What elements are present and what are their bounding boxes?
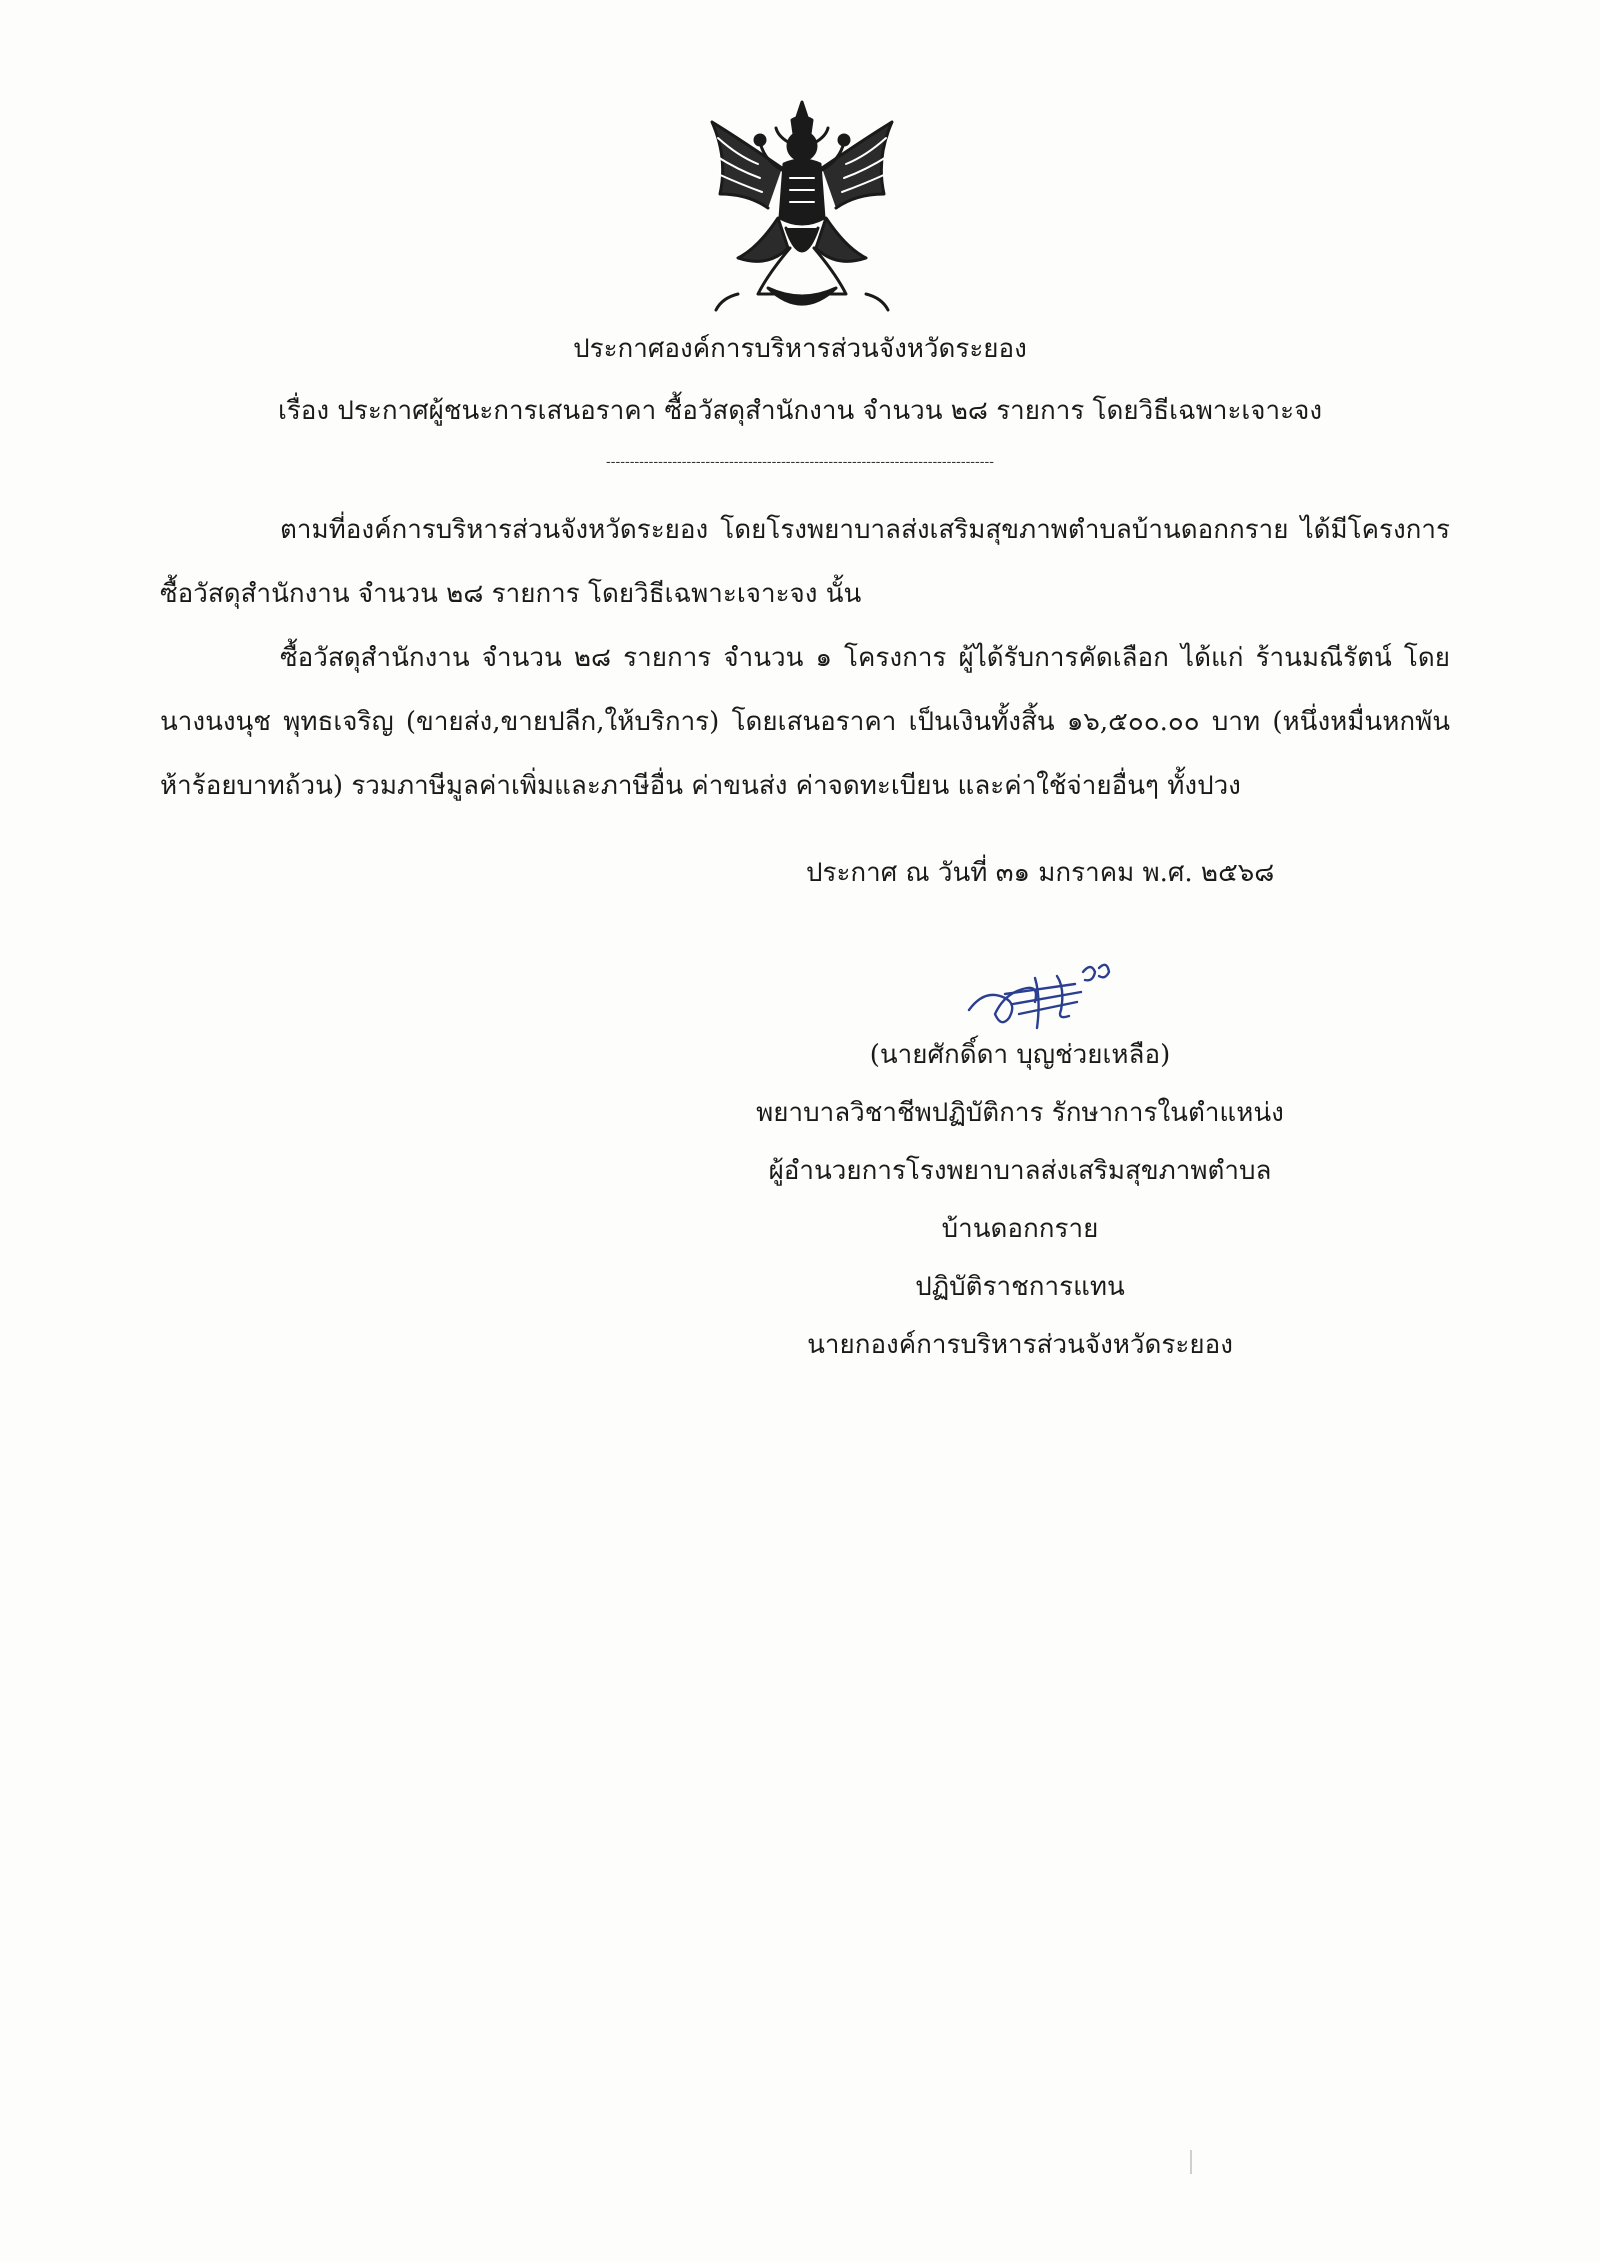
signatory-position-1: พยาบาลวิชาชีพปฏิบัติการ รักษาการในตำแหน่ง xyxy=(756,1098,1284,1128)
signatory-position-4: ปฏิบัติราชการแทน xyxy=(915,1272,1125,1302)
announcement-title: ประกาศองค์การบริหารส่วนจังหวัดระยอง xyxy=(573,334,1027,364)
signatory-block xyxy=(700,1026,1340,1374)
signatory-position-3: บ้านดอกกราย xyxy=(941,1214,1099,1244)
divider-line: ---------------------------------------------------------------------------------- xyxy=(606,454,994,470)
body-paragraph-1-text: ตามที่องค์การบริหารส่วนจังหวัดระยอง โดยโรงพยาบาลส่งเสริมสุขภาพตำบลบ้านดอกกราย ได้มีโครงการ ซื้อวัสดุสำนักงาน จำนวน ๒๘ รายการ โดยวิธีเฉพาะเจาะจง นั้น xyxy=(160,515,1450,609)
scan-mark xyxy=(1190,2150,1192,2174)
garuda-emblem-icon xyxy=(698,98,906,320)
body-paragraph-1 xyxy=(160,498,1450,626)
announcement-subject: เรื่อง ประกาศผู้ชนะการเสนอราคา ซื้อวัสดุสำนักงาน จำนวน ๒๘ รายการ โดยวิธีเฉพาะเจาะจง xyxy=(277,396,1323,426)
signatory-position-2: ผู้อำนวยการโรงพยาบาลส่งเสริมสุขภาพตำบล xyxy=(768,1156,1272,1186)
announcement-date: ประกาศ ณ วันที่ ๓๑ มกราคม พ.ศ. ๒๕๖๘ xyxy=(806,858,1275,888)
body-paragraph-2 xyxy=(160,626,1450,818)
handwritten-signature xyxy=(965,958,1125,1032)
body-paragraph-2-text: ซื้อวัสดุสำนักงาน จำนวน ๒๘ รายการ จำนวน ๑ โครงการ ผู้ได้รับการคัดเลือก ได้แก่ ร้านมณีรัตน์ โดย นางนงนุช พุทธเจริญ (ขายส่ง,ขายปลีก,ให้บริการ) โดยเสนอราคา เป็นเงินทั้งสิ้น ๑๖,๕๐๐.๐๐ บาท (หนึ่งหมื่นหกพันห้าร้อยบาทถ้วน) รวมภาษีมูลค่าเพิ่มและภาษีอื่น ค่าขนส่ง ค่าจดทะเบียน และค่าใช้จ่ายอื่นๆ ทั้งปวง xyxy=(160,643,1450,801)
signatory-position-5: นายกองค์การบริหารส่วนจังหวัดระยอง xyxy=(807,1330,1233,1360)
signatory-name: (นายศักดิ์ดา บุญช่วยเหลือ) xyxy=(869,1040,1171,1070)
